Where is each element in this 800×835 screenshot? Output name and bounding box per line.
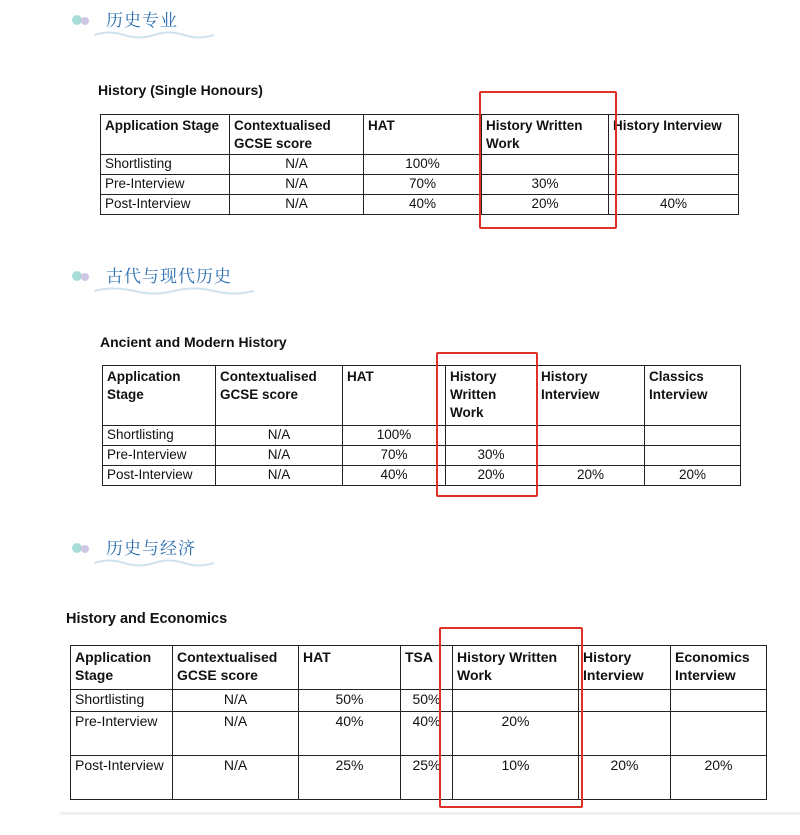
table-cell: 20% bbox=[645, 466, 741, 486]
table-cell bbox=[645, 426, 741, 446]
history-weighting-table bbox=[100, 114, 739, 215]
table-header-row bbox=[101, 115, 739, 155]
table-cell bbox=[671, 690, 767, 712]
table-cell bbox=[537, 426, 645, 446]
table-header-row bbox=[103, 366, 741, 426]
table-cell: 50% bbox=[299, 690, 401, 712]
table-row bbox=[101, 175, 739, 195]
table-cell bbox=[537, 446, 645, 466]
column-header: Application Stage bbox=[101, 115, 230, 155]
table-caption: Ancient and Modern History bbox=[100, 334, 287, 350]
column-header: HAT bbox=[343, 366, 446, 426]
table-cell: 40% bbox=[401, 712, 453, 756]
table-row bbox=[101, 155, 739, 175]
section-title: 古代与现代历史 bbox=[106, 267, 232, 287]
column-header: Contextualised GCSE score bbox=[230, 115, 364, 155]
table-cell: Shortlisting bbox=[71, 690, 173, 712]
table-row bbox=[103, 446, 741, 466]
table-cell bbox=[609, 175, 739, 195]
table-row bbox=[103, 426, 741, 446]
table-cell: N/A bbox=[216, 446, 343, 466]
table-cell: N/A bbox=[173, 690, 299, 712]
table-cell: 20% bbox=[453, 712, 579, 756]
table-cell: 20% bbox=[537, 466, 645, 486]
table-cell: 40% bbox=[299, 712, 401, 756]
table-row bbox=[101, 195, 739, 215]
history-economics-weighting-table bbox=[70, 645, 767, 800]
table-cell: 70% bbox=[343, 446, 446, 466]
table-cell: 25% bbox=[401, 756, 453, 800]
table-cell bbox=[645, 446, 741, 466]
table-cell: 70% bbox=[364, 175, 482, 195]
section-title: 历史专业 bbox=[106, 11, 178, 31]
table-cell: 50% bbox=[401, 690, 453, 712]
table-cell bbox=[453, 690, 579, 712]
bullet-dot-icon bbox=[81, 17, 89, 25]
table-cell: Post-Interview bbox=[71, 756, 173, 800]
underline-wave-icon bbox=[94, 286, 254, 296]
column-header: Classics Interview bbox=[645, 366, 741, 426]
table-cell: 25% bbox=[299, 756, 401, 800]
section-title: 历史与经济 bbox=[106, 539, 196, 559]
table-cell: 40% bbox=[343, 466, 446, 486]
table-cell: N/A bbox=[230, 175, 364, 195]
table-cell: 40% bbox=[609, 195, 739, 215]
table-cell: N/A bbox=[173, 712, 299, 756]
column-header: History Interview bbox=[537, 366, 645, 426]
table-cell: N/A bbox=[230, 195, 364, 215]
table-caption: History (Single Honours) bbox=[98, 82, 263, 98]
page-divider bbox=[60, 812, 800, 815]
table-row bbox=[71, 712, 767, 756]
table-row bbox=[71, 756, 767, 800]
table-cell: 30% bbox=[482, 175, 609, 195]
column-header: HAT bbox=[364, 115, 482, 155]
table-cell: 20% bbox=[579, 756, 671, 800]
column-header: History Interview bbox=[609, 115, 739, 155]
column-header: History Written Work bbox=[453, 646, 579, 690]
column-header: Contextualised GCSE score bbox=[216, 366, 343, 426]
table-cell: Post-Interview bbox=[101, 195, 230, 215]
table-cell: N/A bbox=[216, 466, 343, 486]
table-cell bbox=[671, 712, 767, 756]
underline-wave-icon bbox=[94, 558, 214, 568]
column-header: HAT bbox=[299, 646, 401, 690]
underline-wave-icon bbox=[94, 30, 214, 40]
table-cell: Post-Interview bbox=[103, 466, 216, 486]
table-cell: Pre-Interview bbox=[101, 175, 230, 195]
table-cell: 100% bbox=[364, 155, 482, 175]
column-header: Application Stage bbox=[103, 366, 216, 426]
table-cell: Shortlisting bbox=[101, 155, 230, 175]
table-cell bbox=[579, 712, 671, 756]
table-caption: History and Economics bbox=[66, 611, 228, 627]
ancient-modern-weighting-table bbox=[102, 365, 741, 486]
column-header: History Interview bbox=[579, 646, 671, 690]
table-cell: 30% bbox=[446, 446, 537, 466]
table-cell: N/A bbox=[173, 756, 299, 800]
table-row bbox=[71, 690, 767, 712]
table-header-row bbox=[71, 646, 767, 690]
table-row bbox=[103, 466, 741, 486]
table-cell bbox=[579, 690, 671, 712]
table-cell bbox=[609, 155, 739, 175]
bullet-dot-icon bbox=[81, 273, 89, 281]
column-header: History Written Work bbox=[482, 115, 609, 155]
column-header: Contextualised GCSE score bbox=[173, 646, 299, 690]
table-cell: N/A bbox=[216, 426, 343, 446]
table-cell: 100% bbox=[343, 426, 446, 446]
table-cell: 10% bbox=[453, 756, 579, 800]
column-header: History Written Work bbox=[446, 366, 537, 426]
table-cell: 40% bbox=[364, 195, 482, 215]
column-header: TSA bbox=[401, 646, 453, 690]
table-cell: N/A bbox=[230, 155, 364, 175]
table-cell: 20% bbox=[482, 195, 609, 215]
table-cell bbox=[482, 155, 609, 175]
table-cell bbox=[446, 426, 537, 446]
column-header: Application Stage bbox=[71, 646, 173, 690]
table-cell: Pre-Interview bbox=[103, 446, 216, 466]
table-cell: 20% bbox=[446, 466, 537, 486]
table-cell: Shortlisting bbox=[103, 426, 216, 446]
table-cell: 20% bbox=[671, 756, 767, 800]
column-header: Economics Interview bbox=[671, 646, 767, 690]
table-cell: Pre-Interview bbox=[71, 712, 173, 756]
bullet-dot-icon bbox=[81, 545, 89, 553]
